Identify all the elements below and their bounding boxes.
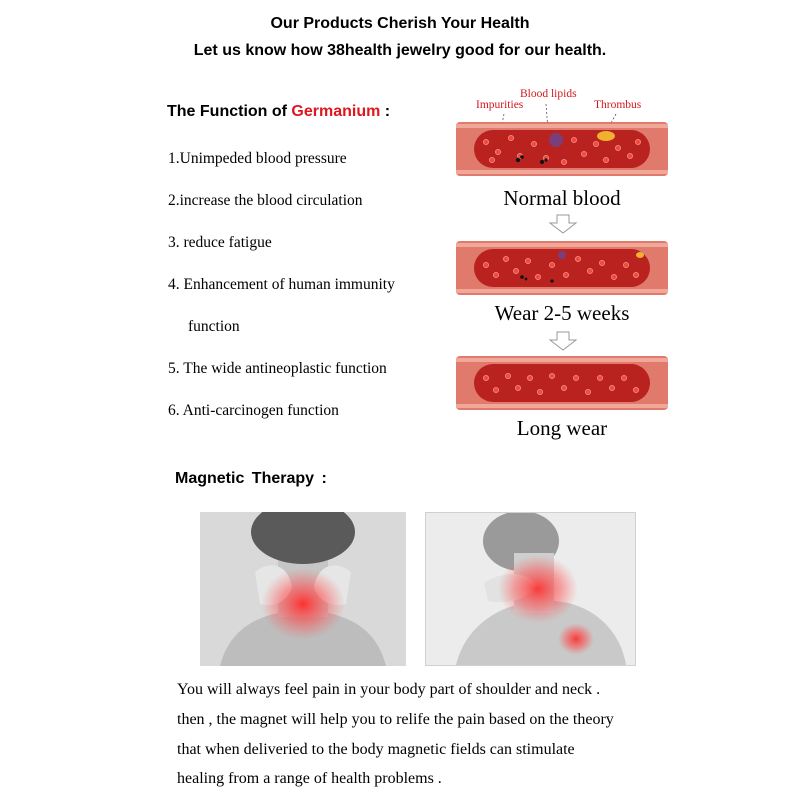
blood-vessel-normal — [456, 122, 668, 176]
magnetic-paragraph-line: that when deliveried to the body magnetic fields can stimulate — [177, 741, 575, 758]
function-item: 4. Enhancement of human immunity — [168, 276, 395, 293]
neck-pain-photo-side — [425, 512, 636, 666]
magnetic-section-title: Magnetic Therapy : — [175, 470, 327, 487]
down-arrow-icon — [548, 331, 578, 351]
stage-label: Long wear — [516, 416, 608, 440]
function-item: 3. reduce fatigue — [168, 234, 272, 251]
magnetic-paragraph-line: healing from a range of health problems . — [177, 770, 442, 787]
label-impurities: Impurities — [476, 99, 524, 111]
magnetic-paragraph-line: then , the magnet will help you to relife the pain based on the theory — [177, 711, 614, 728]
label-blood-lipids: Blood lipids — [520, 88, 577, 100]
stage-label: Normal blood — [503, 186, 621, 210]
function-item: 6. Anti-carcinogen function — [168, 402, 339, 419]
blood-vessel-long-wear — [456, 356, 668, 410]
magnetic-paragraph-line: You will always feel pain in your body part of shoulder and neck . — [177, 681, 601, 698]
page-subtitle: Let us know how 38health jewelry good for our health. — [193, 42, 607, 59]
stage-label: Wear 2-5 weeks — [494, 301, 630, 325]
neck-pain-photo-back — [200, 512, 406, 666]
germanium-title-accent: Germanium — [291, 103, 381, 120]
function-item: 2.increase the blood circulation — [168, 192, 363, 209]
germanium-title-suffix: : — [380, 103, 391, 120]
blood-vessel-2-5-weeks — [456, 241, 668, 295]
germanium-section-title — [167, 103, 390, 121]
label-thrombus: Thrombus — [594, 99, 642, 111]
function-item: 5. The wide antineoplastic function — [168, 360, 387, 377]
function-item-continuation: function — [188, 318, 240, 335]
function-item: 1.Unimpeded blood pressure — [168, 150, 347, 167]
germanium-title-prefix: The Function of — [167, 103, 292, 120]
page-title: Our Products Cherish Your Health — [270, 15, 530, 32]
down-arrow-icon — [548, 214, 578, 234]
